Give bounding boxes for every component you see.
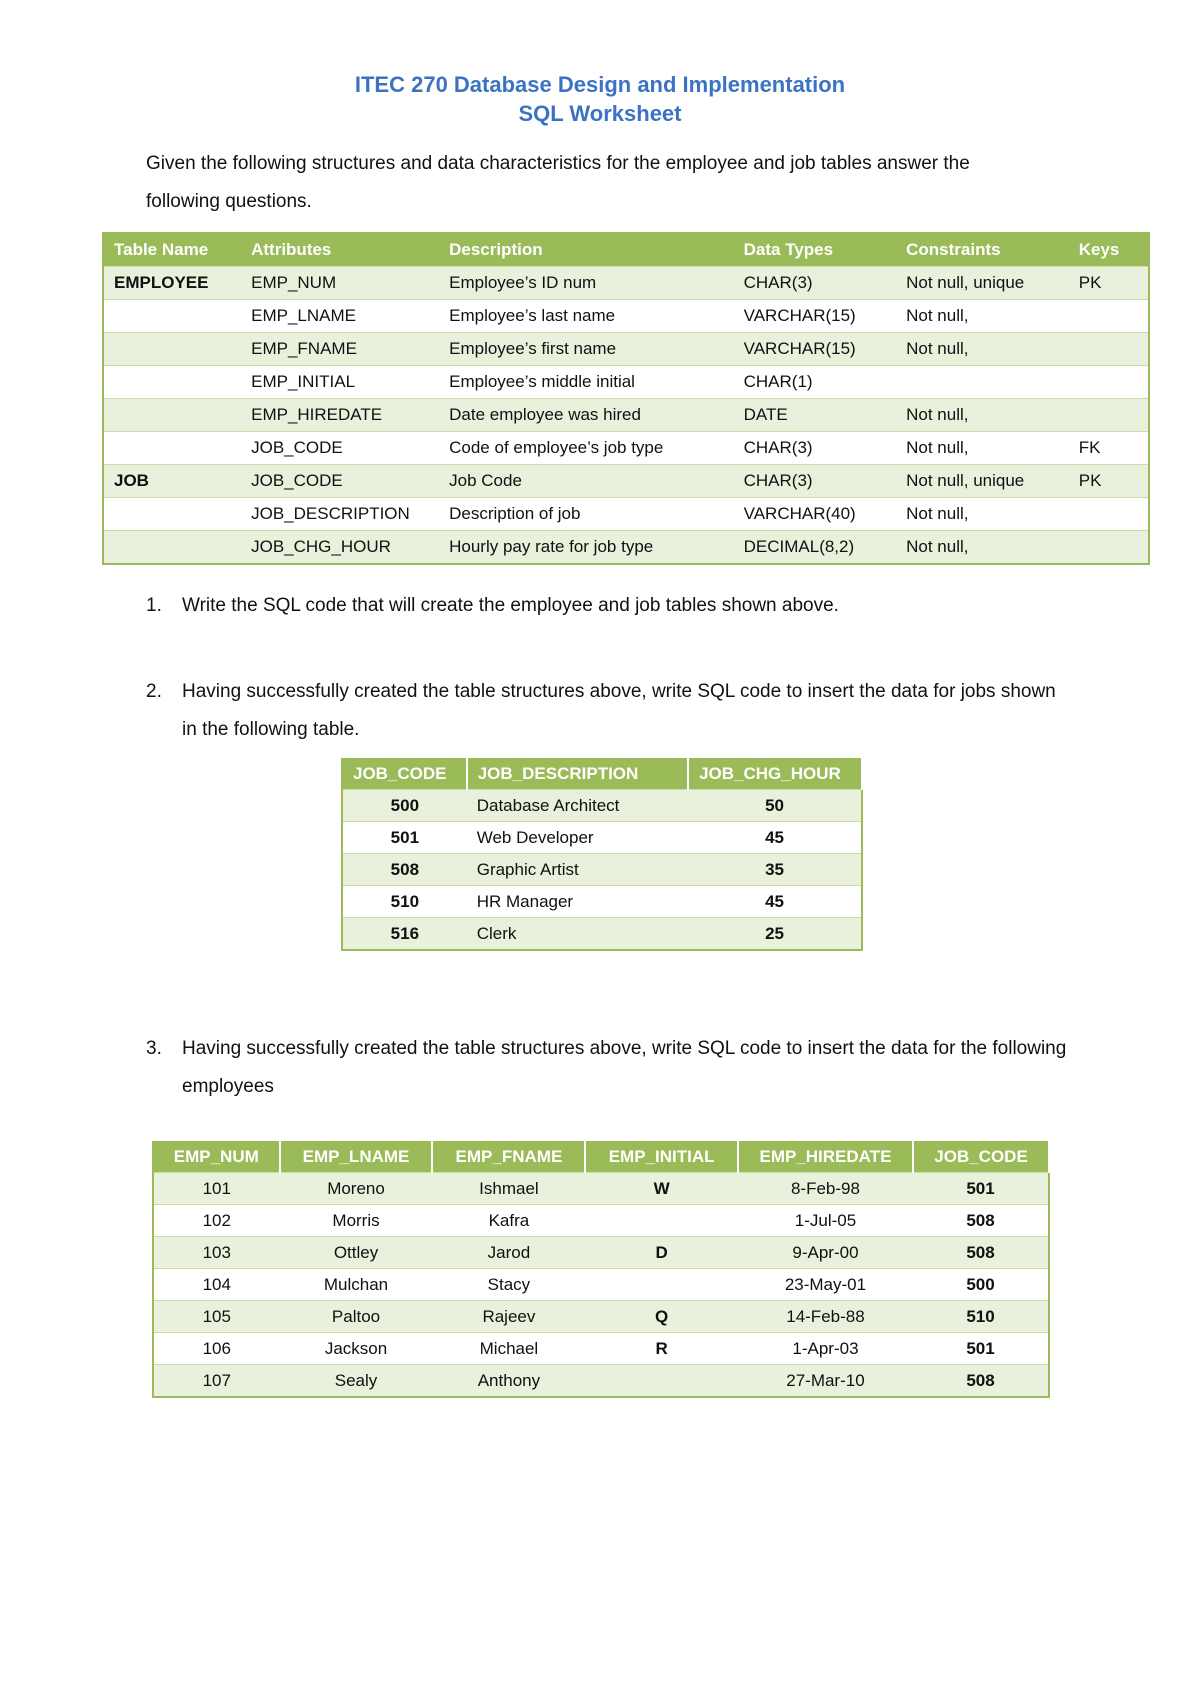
table-cell: Not null, xyxy=(896,333,1069,366)
table-cell xyxy=(103,300,241,333)
table-cell: CHAR(3) xyxy=(734,432,896,465)
table-cell: FK xyxy=(1069,432,1149,465)
table-cell: Description of job xyxy=(439,498,734,531)
table-cell: Rajeev xyxy=(432,1301,585,1333)
table-cell: 101 xyxy=(153,1173,280,1205)
table-cell: Not null, xyxy=(896,498,1069,531)
question-text: Write the SQL code that will create the employee and job tables shown above. xyxy=(182,595,839,616)
table-row xyxy=(153,1365,1049,1398)
table-cell: 1-Apr-03 xyxy=(738,1333,913,1365)
table-cell: Web Developer xyxy=(467,822,688,854)
table-cell: Code of employee’s job type xyxy=(439,432,734,465)
table-row xyxy=(103,267,1149,300)
table-cell: 508 xyxy=(913,1365,1049,1398)
table-cell: JOB_DESCRIPTION xyxy=(241,498,439,531)
table-cell: 107 xyxy=(153,1365,280,1398)
table-cell: 45 xyxy=(688,822,862,854)
table-cell: 510 xyxy=(342,886,467,918)
table-cell: 106 xyxy=(153,1333,280,1365)
table-cell xyxy=(1069,498,1149,531)
table-cell: Mulchan xyxy=(280,1269,433,1301)
table-cell: 501 xyxy=(913,1173,1049,1205)
table-cell: HR Manager xyxy=(467,886,688,918)
table-cell xyxy=(103,498,241,531)
question-text: Having successfully created the table structures above, write SQL code to insert the data for jobs shown in the following table. xyxy=(182,681,1056,740)
table-cell: 9-Apr-00 xyxy=(738,1237,913,1269)
table-cell: 501 xyxy=(913,1333,1049,1365)
table-row xyxy=(342,822,862,854)
table-cell: EMP_FNAME xyxy=(241,333,439,366)
table-cell: 45 xyxy=(688,886,862,918)
table-cell: Michael xyxy=(432,1333,585,1365)
table-cell: Morris xyxy=(280,1205,433,1237)
table-row xyxy=(153,1301,1049,1333)
table-row xyxy=(153,1269,1049,1301)
table-cell: 508 xyxy=(913,1237,1049,1269)
table-cell: 27-Mar-10 xyxy=(738,1365,913,1398)
table-cell: DECIMAL(8,2) xyxy=(734,531,896,565)
table-cell: Ishmael xyxy=(432,1173,585,1205)
table-cell xyxy=(1069,366,1149,399)
table-cell: VARCHAR(15) xyxy=(734,333,896,366)
table-cell: PK xyxy=(1069,465,1149,498)
table-row xyxy=(153,1173,1049,1205)
column-header: Attributes xyxy=(241,233,439,267)
table-cell: Date employee was hired xyxy=(439,399,734,432)
table-cell: CHAR(3) xyxy=(734,465,896,498)
table-cell: Employee’s last name xyxy=(439,300,734,333)
table-cell xyxy=(103,432,241,465)
table-cell xyxy=(1069,300,1149,333)
table-cell: CHAR(3) xyxy=(734,267,896,300)
table-cell xyxy=(103,531,241,565)
table-row xyxy=(103,465,1149,498)
table-cell: Employee’s middle initial xyxy=(439,366,734,399)
table-cell: W xyxy=(585,1173,737,1205)
table-cell: Employee’s first name xyxy=(439,333,734,366)
table-cell: CHAR(1) xyxy=(734,366,896,399)
table-row xyxy=(103,333,1149,366)
table-cell: 8-Feb-98 xyxy=(738,1173,913,1205)
table-cell: Not null, unique xyxy=(896,465,1069,498)
table-cell: Employee’s ID num xyxy=(439,267,734,300)
intro-paragraph: Given the following structures and data characteristics for the employee and job tables answer the following questions. xyxy=(146,153,970,212)
table-cell xyxy=(1069,399,1149,432)
table-cell: Not null, xyxy=(896,531,1069,565)
table-cell: Moreno xyxy=(280,1173,433,1205)
table-cell xyxy=(1069,333,1149,366)
table-cell: 508 xyxy=(342,854,467,886)
table-cell: Sealy xyxy=(280,1365,433,1398)
table-cell: EMPLOYEE xyxy=(103,267,241,300)
table-row xyxy=(342,886,862,918)
table-cell: 25 xyxy=(688,918,862,951)
table-cell: EMP_NUM xyxy=(241,267,439,300)
table-cell: 501 xyxy=(342,822,467,854)
table-row xyxy=(342,854,862,886)
table-cell: 50 xyxy=(688,790,862,822)
table-cell: Jackson xyxy=(280,1333,433,1365)
question-number: 2. xyxy=(146,681,162,702)
table-row xyxy=(103,432,1149,465)
column-header: JOB_CODE xyxy=(913,1141,1049,1173)
table-cell: Kafra xyxy=(432,1205,585,1237)
document-subtitle: SQL Worksheet xyxy=(518,101,682,126)
jobs-header-row xyxy=(342,758,862,790)
table-cell: JOB_CODE xyxy=(241,432,439,465)
table-cell: Database Architect xyxy=(467,790,688,822)
table-cell: EMP_LNAME xyxy=(241,300,439,333)
employees-header-row xyxy=(153,1141,1049,1173)
column-header: Constraints xyxy=(896,233,1069,267)
column-header: Keys xyxy=(1069,233,1149,267)
table-cell xyxy=(103,366,241,399)
column-header: Description xyxy=(439,233,734,267)
table-cell xyxy=(1069,531,1149,565)
table-cell: EMP_INITIAL xyxy=(241,366,439,399)
table-cell: 508 xyxy=(913,1205,1049,1237)
column-header: JOB_DESCRIPTION xyxy=(467,758,688,790)
table-cell: 500 xyxy=(913,1269,1049,1301)
table-row xyxy=(153,1237,1049,1269)
table-cell xyxy=(896,366,1069,399)
table-cell: Not null, xyxy=(896,300,1069,333)
table-row xyxy=(103,399,1149,432)
table-cell: Not null, xyxy=(896,399,1069,432)
structure-header-row xyxy=(103,233,1149,267)
column-header: EMP_FNAME xyxy=(432,1141,585,1173)
table-cell: 103 xyxy=(153,1237,280,1269)
table-cell: Ottley xyxy=(280,1237,433,1269)
table-cell: Not null, unique xyxy=(896,267,1069,300)
table-row xyxy=(103,366,1149,399)
structure-table xyxy=(102,232,1150,565)
question-number: 1. xyxy=(146,595,162,616)
column-header: EMP_NUM xyxy=(153,1141,280,1173)
table-row xyxy=(153,1205,1049,1237)
table-cell: Q xyxy=(585,1301,737,1333)
table-cell: 516 xyxy=(342,918,467,951)
table-cell: DATE xyxy=(734,399,896,432)
table-cell: VARCHAR(15) xyxy=(734,300,896,333)
question-number: 3. xyxy=(146,1038,162,1059)
table-cell xyxy=(585,1269,737,1301)
table-cell xyxy=(585,1365,737,1398)
table-cell: Anthony xyxy=(432,1365,585,1398)
table-cell: VARCHAR(40) xyxy=(734,498,896,531)
table-cell: 102 xyxy=(153,1205,280,1237)
table-cell xyxy=(103,399,241,432)
table-row xyxy=(342,790,862,822)
table-cell: 104 xyxy=(153,1269,280,1301)
table-cell: JOB_CODE xyxy=(241,465,439,498)
table-cell: D xyxy=(585,1237,737,1269)
column-header: EMP_HIREDATE xyxy=(738,1141,913,1173)
column-header: JOB_CHG_HOUR xyxy=(688,758,862,790)
table-row xyxy=(153,1333,1049,1365)
table-cell: Paltoo xyxy=(280,1301,433,1333)
table-cell: 1-Jul-05 xyxy=(738,1205,913,1237)
table-cell: Graphic Artist xyxy=(467,854,688,886)
table-row xyxy=(103,531,1149,565)
table-cell: 35 xyxy=(688,854,862,886)
table-cell: EMP_HIREDATE xyxy=(241,399,439,432)
table-cell: 500 xyxy=(342,790,467,822)
table-cell: Clerk xyxy=(467,918,688,951)
column-header: Data Types xyxy=(734,233,896,267)
employees-table xyxy=(152,1141,1050,1398)
question-text: Having successfully created the table structures above, write SQL code to insert the data for the following employees xyxy=(182,1038,1067,1097)
column-header: EMP_INITIAL xyxy=(585,1141,737,1173)
jobs-table xyxy=(341,758,863,951)
table-cell: PK xyxy=(1069,267,1149,300)
table-row xyxy=(103,498,1149,531)
table-cell xyxy=(103,333,241,366)
table-cell: Stacy xyxy=(432,1269,585,1301)
table-cell: 14-Feb-88 xyxy=(738,1301,913,1333)
table-cell: Job Code xyxy=(439,465,734,498)
column-header: Table Name xyxy=(103,233,241,267)
table-row xyxy=(103,300,1149,333)
table-cell: 510 xyxy=(913,1301,1049,1333)
column-header: JOB_CODE xyxy=(342,758,467,790)
table-cell: Jarod xyxy=(432,1237,585,1269)
table-cell: Hourly pay rate for job type xyxy=(439,531,734,565)
column-header: EMP_LNAME xyxy=(280,1141,433,1173)
table-cell xyxy=(585,1205,737,1237)
table-row xyxy=(342,918,862,951)
document-title: ITEC 270 Database Design and Implementation xyxy=(354,72,846,97)
table-cell: Not null, xyxy=(896,432,1069,465)
table-cell: R xyxy=(585,1333,737,1365)
table-cell: 105 xyxy=(153,1301,280,1333)
table-cell: JOB xyxy=(103,465,241,498)
table-cell: 23-May-01 xyxy=(738,1269,913,1301)
table-cell: JOB_CHG_HOUR xyxy=(241,531,439,565)
